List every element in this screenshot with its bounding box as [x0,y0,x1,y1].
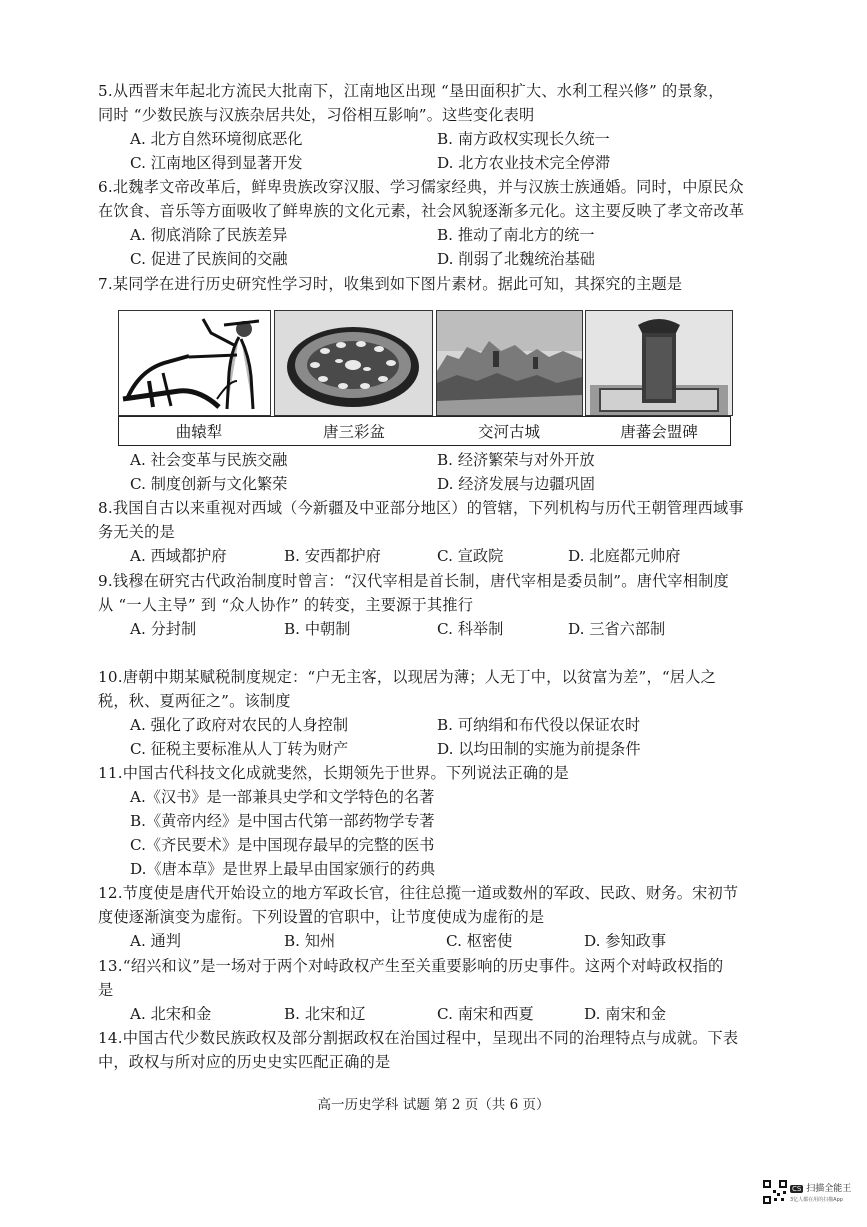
q13-option-b: B. 北宋和辽 [284,1005,366,1023]
q9-stem-line2: 从 “一人主导” 到 “众人协作” 的转变，主要源于其推行 [98,596,474,614]
tang-sancai-basin-image [274,310,433,416]
curved-plough-image [118,310,271,416]
q5-option-b: B. 南方政权实现长久统一 [437,130,610,148]
caption-curved-plough: 曲辕犁 [175,423,223,441]
jiaohe-ancient-city-image [436,310,583,416]
q8-option-c: C. 宣政院 [437,547,504,565]
q7-option-a: A. 社会变革与民族交融 [130,451,288,469]
q8-option-a: A. 西域都护府 [130,547,227,565]
q8-option-b: B. 安西都护府 [284,547,381,565]
q7-option-c: C. 制度创新与文化繁荣 [130,475,288,493]
q7-caption-row [118,416,731,446]
q12-stem-line2: 度使逐渐演变为虚衔。下列设置的官职中，让节度使成为虚衔的是 [98,908,545,926]
q12-option-d: D. 参知政事 [584,932,667,950]
q13-stem-line1: 13.“绍兴和议”是一场对于两个对峙政权产生至关重要影响的历史事件。这两个对峙政权指的 [98,957,724,975]
q9-option-d: D. 三省六部制 [568,620,666,638]
q6-option-d: D. 削弱了北魏统治基础 [437,250,595,268]
q10-stem-line2: 税，秋、夏两征之”。该制度 [98,692,291,710]
q5-stem-line2: 同时 “少数民族与汉族杂居共处，习俗相互影响”。这些变化表明 [98,106,535,124]
caption-tang-sancai-basin: 唐三彩盆 [322,423,385,441]
q8-stem-line1: 8.我国自古以来重视对西域（今新疆及中亚部分地区）的管辖，下列机构与历代王朝管理西域事 [98,499,744,517]
q11-option-d: D.《唐本草》是世界上最早由国家颁行的药典 [130,860,436,878]
q12-stem-line1: 12.节度使是唐代开始设立的地方军政长官，往往总揽一道或数州的军政、民政、财务。宋初节 [98,884,739,902]
q6-stem-line2: 在饮食、音乐等方面吸收了鲜卑族的文化元素，社会风貌逐渐多元化。这主要反映了孝文帝改革 [98,202,745,220]
q8-option-d: D. 北庭都元帅府 [568,547,681,565]
q5-option-a: A. 北方自然环境彻底恶化 [130,130,303,148]
q7-option-d: D. 经济发展与边疆巩固 [437,475,595,493]
q11-option-b: B.《黄帝内经》是中国古代第一部药物学专著 [130,812,435,830]
q5-stem-line1: 5.从西晋末年起北方流民大批南下，江南地区出现 “垦田面积扩大、水利工程兴修” 的景象， [98,82,724,100]
q14-stem-line1: 14.中国古代少数民族政权及部分割据政权在治国过程中，呈现出不同的治理特点与成就。下表 [98,1029,739,1047]
q8-stem-line2: 务无关的是 [98,523,175,541]
q13-option-c: C. 南宋和西夏 [437,1005,534,1023]
q13-option-d: D. 南宋和金 [584,1005,667,1023]
q6-stem-line1: 6.北魏孝文帝改革后，鲜卑贵族改穿汉服、学习儒家经典，并与汉族士族通婚。同时，中原民众 [98,178,744,196]
caption-alliance-stele: 唐蕃会盟碑 [620,423,698,441]
q12-option-c: C. 枢密使 [446,932,513,950]
page-footer: 高一历史学科 试题 第 2 页（共 6 页） [317,1097,550,1113]
q10-option-b: B. 可纳绢和布代役以保证农时 [437,716,641,734]
q5-option-d: D. 北方农业技术完全停滞 [437,154,611,172]
cs-logo-icon: CS [792,1185,802,1193]
q14-stem-line2: 中，政权与所对应的历史史实匹配正确的是 [98,1053,391,1071]
q9-stem-line1: 9.钱穆在研究古代政治制度时曾言：“汉代宰相是首长制，唐代宰相是委员制”。唐代宰相制度 [98,572,729,590]
q6-option-b: B. 推动了南北方的统一 [437,226,595,244]
q7-option-b: B. 经济繁荣与对外开放 [437,451,595,469]
q9-option-a: A. 分封制 [130,620,197,638]
q6-option-a: A. 彻底消除了民族差异 [130,226,288,244]
q5-option-c: C. 江南地区得到显著开发 [130,154,303,172]
q12-option-b: B. 知州 [284,932,336,950]
q9-option-c: C. 科举制 [437,620,504,638]
q11-stem-line1: 11.中国古代科技文化成就斐然，长期领先于世界。下列说法正确的是 [98,764,569,782]
q7-image-strip [118,310,731,414]
q10-stem-line1: 10.唐朝中期某赋税制度规定：“户无主客，以现居为薄；人无丁中，以贫富为差”，“居人之 [98,668,716,686]
q6-option-c: C. 促进了民族间的交融 [130,250,288,268]
q10-option-c: C. 征税主要标准从人丁转为财产 [130,740,349,758]
q10-option-a: A. 强化了政府对农民的人身控制 [130,716,349,734]
q11-option-c: C.《齐民要术》是中国现存最早的完整的医书 [130,836,435,854]
q12-option-a: A. 通判 [130,932,181,950]
q13-stem-line2: 是 [98,981,114,999]
tang-tibet-alliance-stele-image [585,310,733,416]
q13-option-a: A. 北宋和金 [130,1005,212,1023]
scanner-name: 扫描全能王 [806,1184,852,1194]
q7-stem-line1: 7.某同学在进行历史研究性学习时，收集到如下图片素材。据此可知，其探究的主题是 [98,275,683,293]
q9-option-b: B. 中朝制 [284,620,351,638]
qr-code-icon [762,1179,788,1205]
q11-option-a: A.《汉书》是一部兼具史学和文学特色的名著 [130,788,435,806]
scanner-brand [790,1181,851,1194]
q10-option-d: D. 以均田制的实施为前提条件 [437,740,641,758]
caption-jiaohe-ancient-city: 交河古城 [477,423,540,441]
scanner-subtitle: 3亿人都在用的扫描App [790,1197,843,1203]
